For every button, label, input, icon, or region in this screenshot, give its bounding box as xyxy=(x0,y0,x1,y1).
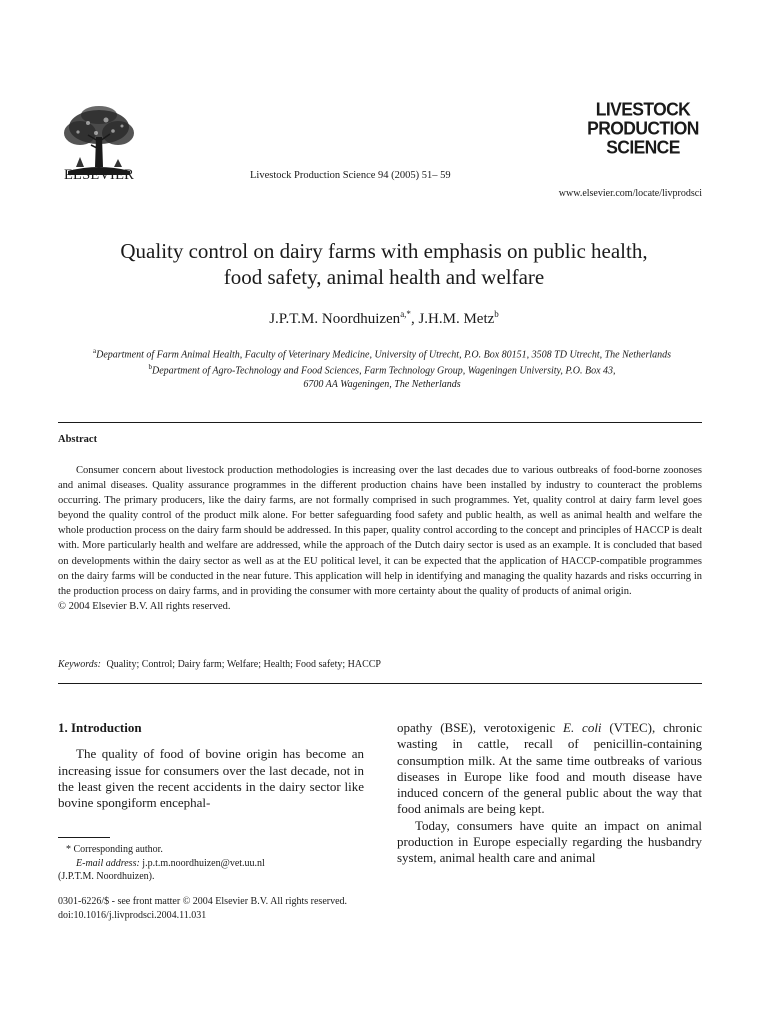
journal-citation: Livestock Production Science 94 (2005) 51– 59 xyxy=(250,170,451,181)
footnote xyxy=(58,843,265,884)
author-name: J.P.T.M. Noordhuizen xyxy=(269,311,401,327)
abstract-body xyxy=(58,463,702,614)
author-separator: , xyxy=(410,311,419,327)
email-label: E-mail address: xyxy=(76,857,140,869)
abstract-copyright: © 2004 Elsevier B.V. All rights reserved. xyxy=(58,600,231,612)
journal-logo-line: LIVESTOCK xyxy=(595,98,691,120)
title-line: Quality control on dairy farms with emphasis on public health, xyxy=(120,239,648,263)
title-line: food safety, animal health and welfare xyxy=(223,265,545,289)
email-address[interactable]: j.p.t.m.noordhuizen@vet.uu.nl xyxy=(142,857,265,869)
paragraph: Today, consumers have quite an impact on animal production in Europe especially regarding the husbandry system, animal health care and animal xyxy=(397,817,702,866)
journal-logo xyxy=(583,100,703,157)
affiliation-text: Department of Agro-Technology and Food Sciences, Farm Technology Group, Wageningen University, P.O. Box 43, xyxy=(151,365,616,377)
article-title xyxy=(0,238,768,290)
corresponding-author-name: (J.P.T.M. Noordhuizen). xyxy=(58,871,155,882)
affiliations xyxy=(58,345,706,391)
text-run: opathy (BSE), verotoxigenic xyxy=(397,720,564,735)
keywords xyxy=(58,659,381,670)
column-left xyxy=(58,720,364,811)
abstract-heading: Abstract xyxy=(58,434,98,445)
doi-line[interactable]: doi:10.1016/j.livprodsci.2004.11.031 xyxy=(58,910,207,921)
affiliation-b-line2: 6700 AA Wageningen, The Netherlands xyxy=(303,378,461,390)
text-run: (VTEC), chronic wasting in cattle, recall of penicillin-containing consumption milk. At the same time outbreaks of various diseases in Europe like food and mouth disease have induced concern of the general public about the way that food animals are being kept. xyxy=(397,720,702,817)
issn-line: 0301-6226/$ - see front matter © 2004 Elsevier B.V. All rights reserved. xyxy=(58,896,348,907)
divider xyxy=(58,422,702,423)
affiliation-a xyxy=(58,345,706,361)
footnote-divider xyxy=(58,837,110,838)
journal-url[interactable]: www.elsevier.com/locate/livprodsci xyxy=(558,188,702,199)
paragraph xyxy=(397,720,702,818)
species-name: E. coli xyxy=(563,720,602,735)
author-affiliation-marker: a,* xyxy=(400,309,411,319)
email-line xyxy=(58,857,265,871)
affiliation-marker: a xyxy=(92,347,97,355)
paragraph: The quality of food of bovine origin has become an increasing issue for consumers over the last decade, not in the least given the recent accidents in the dairy sector like bovine spongiform encephal- xyxy=(58,746,364,811)
author-list xyxy=(0,309,768,328)
keywords-list: Quality; Control; Dairy farm; Welfare; Health; Food safety; HACCP xyxy=(106,659,381,670)
abstract-text: Consumer concern about livestock production methodologies is increasing over the last decades due to various outbreaks of food-borne zoonoses and animal diseases. Quality assurance programmes in the different production chains have been installed by industry to counteract the problems occurring. The primary producers, like the dairy farms, are not formally comprised in such programmes. Yet, quality control at dairy farm level goes beyond the quality control of the product milk alone. For better safeguarding food safety and public health, as well as animal health and welfare the whole production process on the dairy farm should be addressed. In this paper, quality control according to the concept and principles of HACCP is dealt with. More particularly health and welfare are addressed, while the approach of the Dutch dairy sector is used as an example. It is concluded that based on developments within the dairy sector as well as at the EU political level, it can be expected that the application of HACCP-compatible programmes on the dairy farms will be conducted in the near future. This application will help in identifying and managing the quality hazards and risks occurring in the production process on dairy farms, and in providing the consumer with more certainty about the quality of products of animal origin. xyxy=(58,465,702,597)
affiliation-text: Department of Farm Animal Health, Faculty of Veterinary Medicine, University of Utrecht, P.O. Box 80151, 3508 TD Utrecht, The Netherlands xyxy=(96,349,672,361)
keywords-label: Keywords: xyxy=(58,659,101,670)
section-heading: 1. Introduction xyxy=(58,720,142,735)
publisher-name: ELSEVIER xyxy=(63,167,135,183)
front-matter-info xyxy=(58,895,347,923)
affiliation-b xyxy=(58,361,706,377)
journal-logo-line: SCIENCE xyxy=(606,136,680,158)
divider xyxy=(58,683,702,684)
journal-logo-line: PRODUCTION xyxy=(587,117,699,139)
author-affiliation-marker: b xyxy=(494,309,499,319)
corresponding-author-note: * Corresponding author. xyxy=(66,844,163,855)
column-right xyxy=(397,720,702,867)
affiliation-marker: b xyxy=(148,363,152,372)
author-name: J.H.M. Metz xyxy=(418,311,495,327)
